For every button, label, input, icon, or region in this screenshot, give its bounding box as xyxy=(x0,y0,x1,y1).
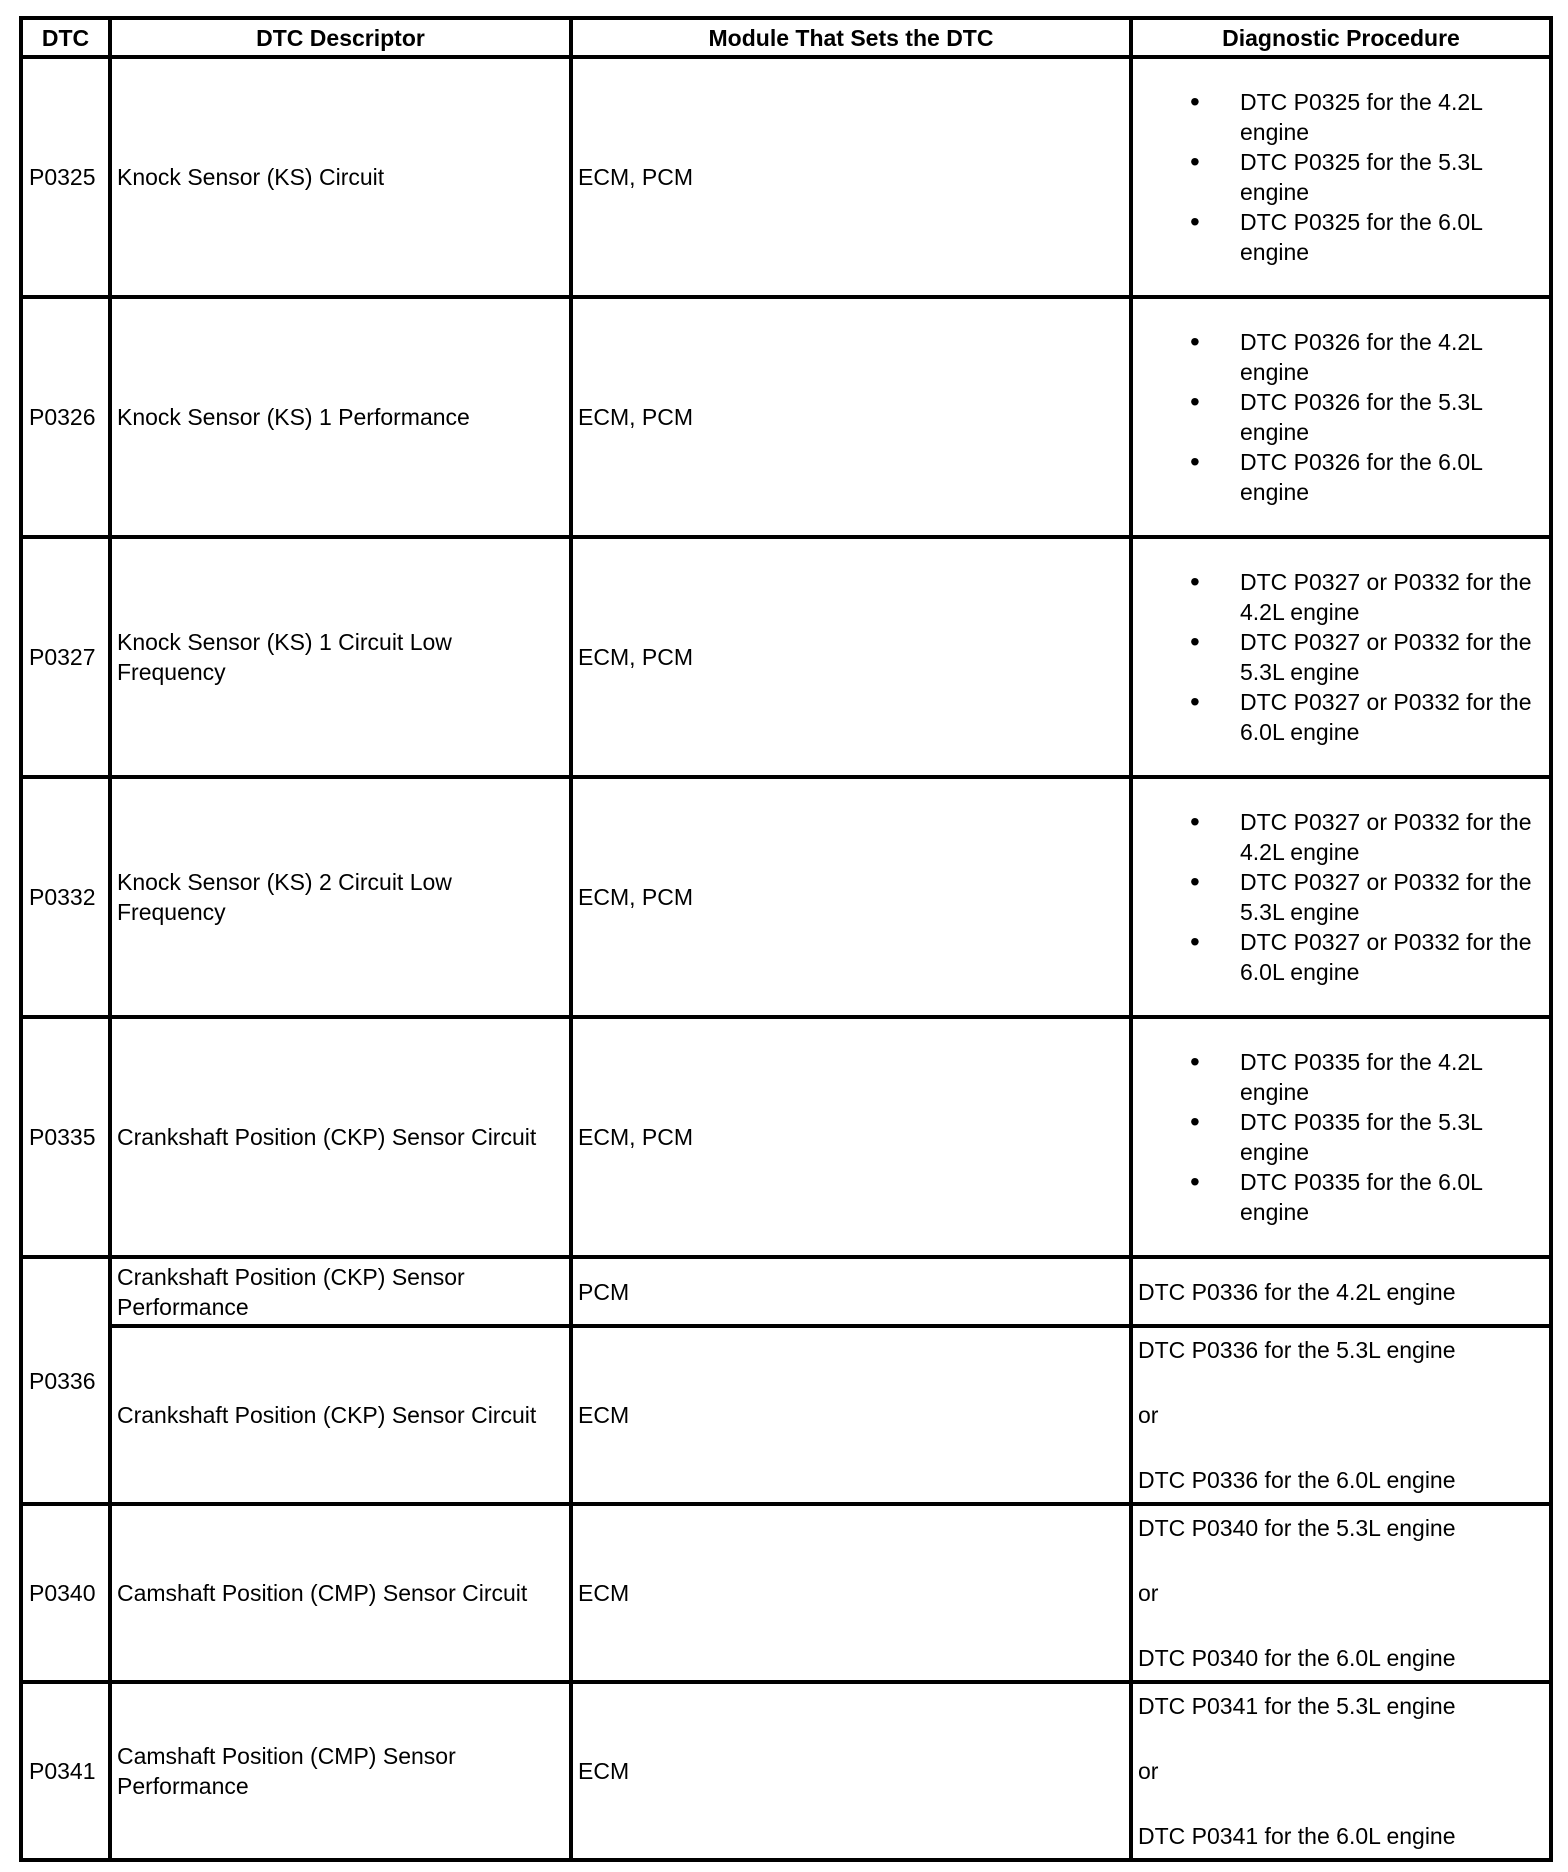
table-row xyxy=(21,57,1551,297)
dtc-descriptor: Knock Sensor (KS) 1 Performance xyxy=(110,297,571,537)
procedure-item: • DTC P0327 or P0332 for the 4.2L engine xyxy=(1138,567,1545,627)
dtc-descriptor: Crankshaft Position (CKP) Sensor Circuit xyxy=(110,1017,571,1257)
dtc-descriptor: Knock Sensor (KS) Circuit xyxy=(110,57,571,297)
header-descriptor: DTC Descriptor xyxy=(110,18,571,57)
table-row xyxy=(21,297,1551,537)
procedure-list xyxy=(1138,567,1545,747)
dtc-procedure xyxy=(1131,1682,1551,1860)
procedure-item: • DTC P0327 or P0332 for the 6.0L engine xyxy=(1138,687,1545,747)
procedure-option: DTC P0341 for the 5.3L engine xyxy=(1138,1693,1456,1719)
procedure-item: • DTC P0325 for the 4.2L engine xyxy=(1138,87,1545,147)
dtc-descriptor: Camshaft Position (CMP) Sensor Performance xyxy=(110,1682,571,1860)
dtc-module: ECM xyxy=(571,1504,1131,1682)
dtc-code: P0340 xyxy=(21,1504,110,1682)
table-row xyxy=(21,1017,1551,1257)
dtc-descriptor: Camshaft Position (CMP) Sensor Circuit xyxy=(110,1504,571,1682)
procedure-list xyxy=(1138,87,1545,267)
procedure-or: or xyxy=(1138,1402,1159,1428)
dtc-procedure: DTC P0336 for the 4.2L engine xyxy=(1131,1257,1551,1326)
dtc-procedure xyxy=(1131,297,1551,537)
dtc-module: ECM xyxy=(571,1682,1131,1860)
table-row xyxy=(21,537,1551,777)
procedure-item: • DTC P0335 for the 6.0L engine xyxy=(1138,1167,1545,1227)
procedure-item: • DTC P0327 or P0332 for the 6.0L engine xyxy=(1138,927,1545,987)
procedure-item: • DTC P0335 for the 5.3L engine xyxy=(1138,1107,1545,1167)
procedure-item: • DTC P0325 for the 6.0L engine xyxy=(1138,207,1545,267)
header-procedure: Diagnostic Procedure xyxy=(1131,18,1551,57)
dtc-procedure xyxy=(1131,777,1551,1017)
header-module: Module That Sets the DTC xyxy=(571,18,1131,57)
dtc-table xyxy=(19,16,1553,1862)
header-dtc: DTC xyxy=(21,18,110,57)
dtc-code: P0341 xyxy=(21,1682,110,1860)
procedure-item: • DTC P0326 for the 4.2L engine xyxy=(1138,327,1545,387)
dtc-procedure xyxy=(1131,1504,1551,1682)
dtc-descriptor: Knock Sensor (KS) 1 Circuit Low Frequency xyxy=(110,537,571,777)
dtc-module: ECM xyxy=(571,1326,1131,1504)
procedure-item: • DTC P0327 or P0332 for the 4.2L engine xyxy=(1138,807,1545,867)
procedure-item: • DTC P0325 for the 5.3L engine xyxy=(1138,147,1545,207)
dtc-code: P0335 xyxy=(21,1017,110,1257)
dtc-module: PCM xyxy=(571,1257,1131,1326)
procedure-list xyxy=(1138,807,1545,987)
procedure-option: DTC P0341 for the 6.0L engine xyxy=(1138,1823,1456,1849)
procedure-option: DTC P0336 for the 5.3L engine xyxy=(1138,1337,1456,1363)
dtc-code: P0327 xyxy=(21,537,110,777)
procedure-option: DTC P0340 for the 6.0L engine xyxy=(1138,1645,1456,1671)
table-row xyxy=(21,1682,1551,1860)
dtc-module: ECM, PCM xyxy=(571,777,1131,1017)
procedure-option: DTC P0336 for the 6.0L engine xyxy=(1138,1467,1456,1493)
dtc-code: P0325 xyxy=(21,57,110,297)
dtc-descriptor: Crankshaft Position (CKP) Sensor Performance xyxy=(110,1257,571,1326)
dtc-procedure xyxy=(1131,1326,1551,1504)
dtc-descriptor: Crankshaft Position (CKP) Sensor Circuit xyxy=(110,1326,571,1504)
dtc-procedure xyxy=(1131,1017,1551,1257)
dtc-procedure xyxy=(1131,537,1551,777)
table-row xyxy=(21,1326,1551,1504)
procedure-or: or xyxy=(1138,1580,1159,1606)
table-row xyxy=(21,777,1551,1017)
dtc-module: ECM, PCM xyxy=(571,537,1131,777)
dtc-module: ECM, PCM xyxy=(571,57,1131,297)
procedure-item: • DTC P0335 for the 4.2L engine xyxy=(1138,1047,1545,1107)
header-row xyxy=(21,18,1551,57)
procedure-item: • DTC P0327 or P0332 for the 5.3L engine xyxy=(1138,627,1545,687)
dtc-code: P0336 xyxy=(21,1257,110,1504)
procedure-item: • DTC P0327 or P0332 for the 5.3L engine xyxy=(1138,867,1545,927)
dtc-code: P0326 xyxy=(21,297,110,537)
procedure-list xyxy=(1138,1047,1545,1227)
procedure-or: or xyxy=(1138,1758,1159,1784)
table-row xyxy=(21,1257,1551,1326)
dtc-module: ECM, PCM xyxy=(571,297,1131,537)
dtc-code: P0332 xyxy=(21,777,110,1017)
procedure-item: • DTC P0326 for the 5.3L engine xyxy=(1138,387,1545,447)
dtc-descriptor: Knock Sensor (KS) 2 Circuit Low Frequency xyxy=(110,777,571,1017)
table-row xyxy=(21,1504,1551,1682)
procedure-list xyxy=(1138,327,1545,507)
procedure-item: • DTC P0326 for the 6.0L engine xyxy=(1138,447,1545,507)
dtc-module: ECM, PCM xyxy=(571,1017,1131,1257)
dtc-procedure xyxy=(1131,57,1551,297)
procedure-option: DTC P0340 for the 5.3L engine xyxy=(1138,1515,1456,1541)
